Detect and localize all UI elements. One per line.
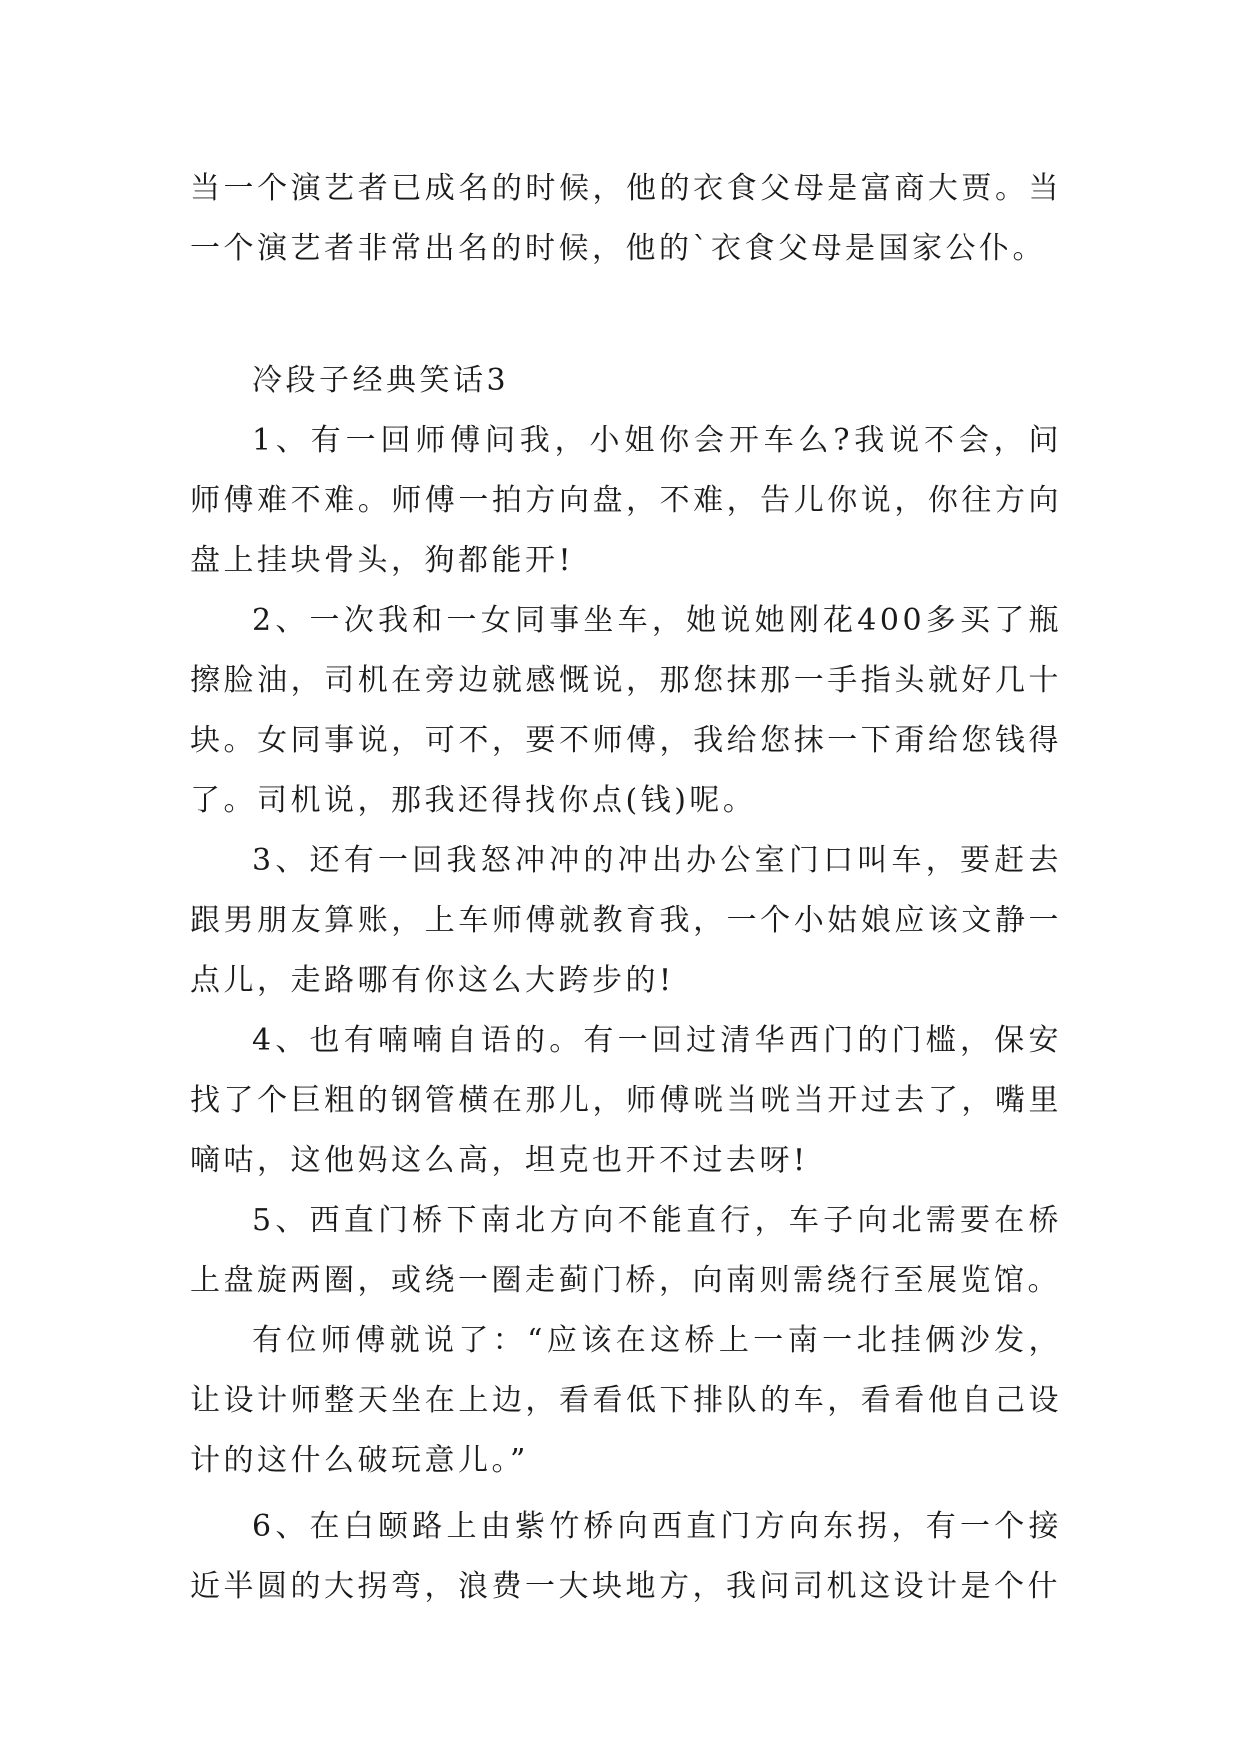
document-body [190, 159, 1062, 1617]
section-heading: 冷段子经典笑话3 [252, 363, 510, 398]
quote-paragraph: 有位师傅就说了：“应该在这桥上一南一北挂俩沙发，让设计师整天坐在上边，看看低下排队的车，看看他自己设计的这什么破玩意儿。” [190, 1323, 1062, 1478]
joke-paragraph: 2、一次我和一女同事坐车，她说她刚花400多买了瓶擦脸油，司机在旁边就感慨说，那您抹那一手指头就好几十块。女同事说，可不，要不师傅，我给您抹一下甭给您钱得了。司机说，那我还得找你点(钱)呢。 [190, 603, 1062, 818]
joke-paragraph: 6、在白颐路上由紫竹桥向西直门方向东拐，有一个接近半圆的大拐弯，浪费一大块地方，我问司机这设计是个什 [190, 1509, 1062, 1604]
joke-paragraph: 1、有一回师傅问我，小姐你会开车么?我说不会，问师傅难不难。师傅一拍方向盘，不难，告儿你说，你往方向盘上挂块骨头，狗都能开! [190, 423, 1062, 578]
joke-paragraph: 4、也有喃喃自语的。有一回过清华西门的门槛，保安找了个巨粗的钢管横在那儿，师傅咣当咣当开过去了，嘴里嘀咕，这他妈这么高，坦克也开不过去呀! [190, 1023, 1062, 1178]
joke-paragraph: 5、西直门桥下南北方向不能直行，车子向北需要在桥上盘旋两圈，或绕一圈走蓟门桥，向南则需绕行至展览馆。 [190, 1203, 1062, 1298]
intro-paragraph: 当一个演艺者已成名的时候，他的衣食父母是富商大贾。当一个演艺者非常出名的时候，他的`衣食父母是国家公仆。 [190, 171, 1062, 266]
joke-paragraph: 3、还有一回我怒冲冲的冲出办公室门口叫车，要赶去跟男朋友算账，上车师傅就教育我，一个小姑娘应该文静一点儿，走路哪有你这么大跨步的! [190, 843, 1062, 998]
